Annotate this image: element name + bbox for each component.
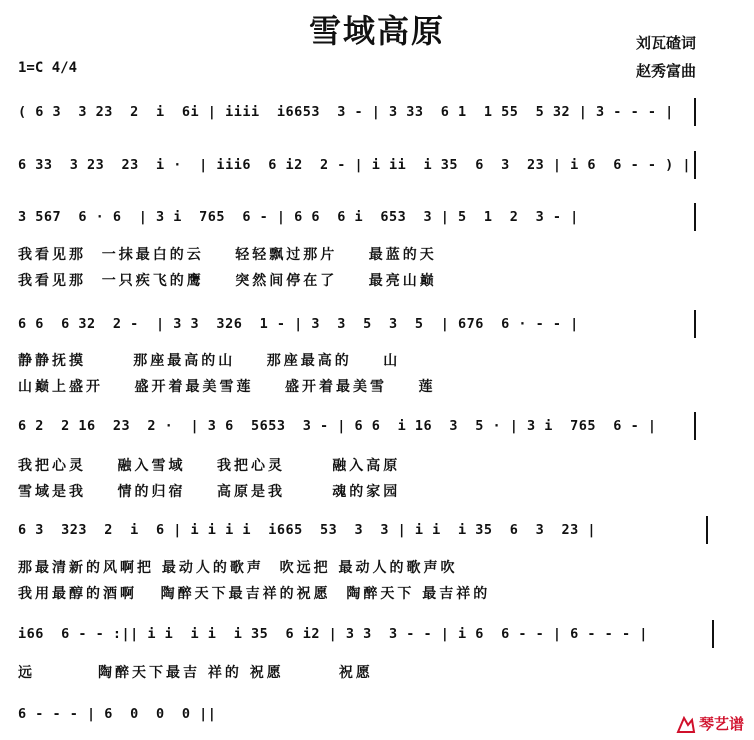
score-line-5: 6 2 2 16 23 2 · | 3 6 5653 3 - | 6 6 i 16 3 5 · | 3 i 765 6 - | (18, 418, 657, 434)
score-line-6: 6 3 323 2 i 6 | i i i i i665 53 3 3 | i i i 35 6 3 23 | (18, 522, 597, 538)
barline (694, 151, 696, 179)
lyric-line-8: 我用最醇的酒啊 陶醉天下最吉祥的祝愿 陶醉天下 最吉祥的 (18, 586, 491, 602)
key-signature: 1=C 4/4 (18, 60, 78, 76)
barline (706, 516, 708, 544)
lyric-line-1: 我看见那 一抹最白的云 轻轻飘过那片 最蓝的天 (18, 247, 437, 263)
logo-text: 琴艺谱 (698, 715, 744, 733)
lyric-line-7: 那最清新的风啊把 最动人的歌声 吹远把 最动人的歌声吹 (18, 560, 458, 576)
lyric-line-3: 静静抚摸 那座最高的山 那座最高的 山 (18, 353, 401, 369)
score-line-4: 6 6 6 32 2 - | 3 3 326 1 - | 3 3 5 3 5 | 676 6 · - - | (18, 316, 579, 332)
lyric-line-6: 雪域是我 情的归宿 高原是我 魂的家园 (18, 484, 401, 500)
lyric-line-2: 我看见那 一只疾飞的鹰 突然间停在了 最亮山巅 (18, 273, 437, 289)
song-title: 雪域高原 (308, 12, 445, 50)
logo-icon (676, 716, 696, 734)
barline (694, 412, 696, 440)
score-line-3: 3 567 6 · 6 | 3 i 765 6 - | 6 6 6 i 653 3 | 5 1 2 3 - | (18, 209, 579, 225)
barline (712, 620, 714, 648)
score-line-7: i66 6 - - :|| i i i i i 35 6 i2 | 3 3 3 - - | i 6 6 - - | 6 - - - | (18, 626, 648, 642)
barline (694, 203, 696, 231)
score-line-1: ( 6 3 3 23 2 i 6i | iiii i6653 3 - | 3 33 6 1 1 55 5 32 | 3 - - - | (18, 104, 674, 120)
lyricist-credit: 刘瓦碴词 (635, 34, 696, 52)
composer-credit: 赵秀富曲 (635, 62, 696, 80)
lyric-line-4: 山巅上盛开 盛开着最美雪莲 盛开着最美雪 莲 (18, 379, 436, 395)
score-line-8: 6 - - - | 6 0 0 0 || (18, 706, 217, 722)
barline (694, 310, 696, 338)
site-logo (676, 713, 744, 734)
barline (694, 98, 696, 126)
lyric-line-9: 远 陶醉天下最吉 祥的 祝愿 祝愿 (18, 665, 373, 681)
lyric-line-5: 我把心灵 融入雪域 我把心灵 融入高原 (18, 458, 401, 474)
score-line-2: 6 33 3 23 23 i · | iii6 6 i2 2 - | i ii i 35 6 3 23 | i 6 6 - - ) | (18, 157, 691, 173)
